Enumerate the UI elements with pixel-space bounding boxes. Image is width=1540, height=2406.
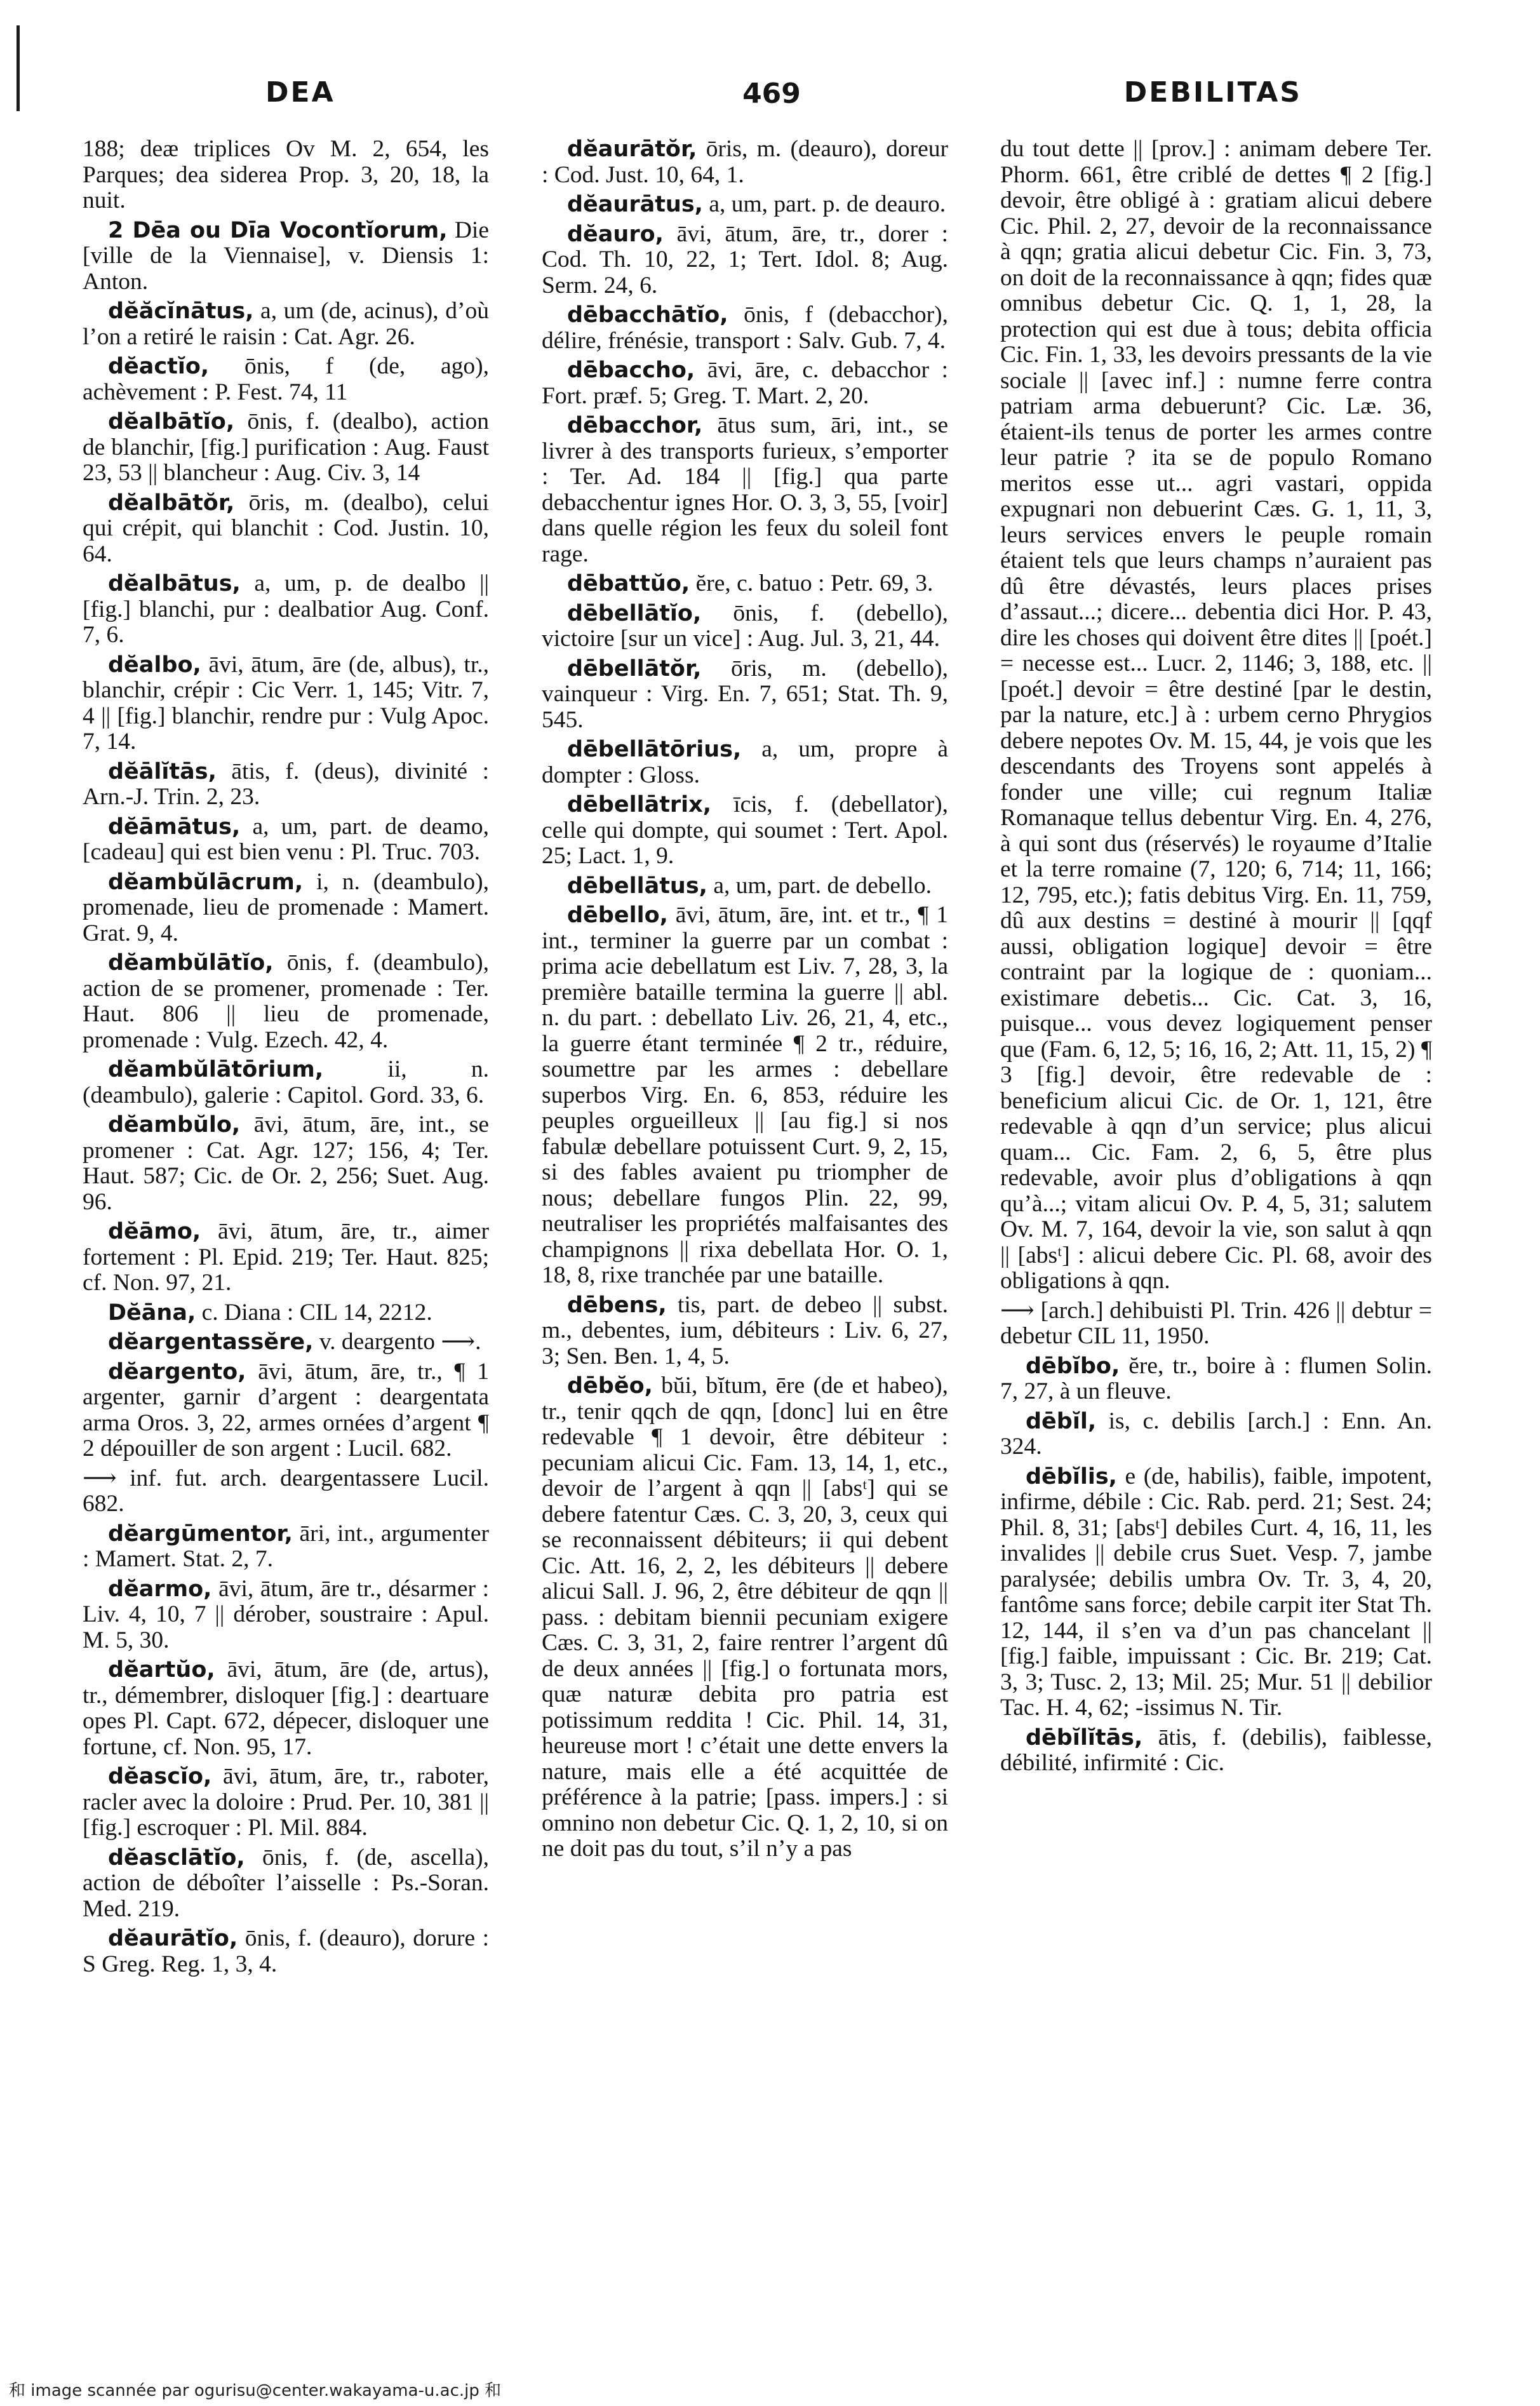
entry-definition: āvi, ātum, āre, tr., dorer : Cod. Th. 10, 22, 1; Tert. Idol. 8; Aug. Serm. 24, 6. <box>542 220 948 299</box>
entry-definition: is, c. debilis [arch.] : Enn. An. 324. <box>1000 1408 1432 1460</box>
entry-headword: dēbello, <box>567 903 668 928</box>
dictionary-entry <box>542 903 948 1289</box>
dictionary-entry <box>542 137 948 188</box>
entry-definition: a, um, part. p. de deauro. <box>702 191 946 217</box>
dictionary-entry <box>542 358 948 409</box>
dictionary-entry <box>83 1764 489 1841</box>
entry-headword: dēbellātrix, <box>567 792 712 817</box>
entry-headword: dĕalbo, <box>108 652 201 678</box>
entry-headword: dĕauro, <box>567 221 664 247</box>
dictionary-entry <box>83 1359 489 1462</box>
entry-headword: dēbellātŏr, <box>567 655 702 682</box>
entry-definition: āvi, āre, c. debacchor : Fort. præf. 5; Greg. T. Mart. 2, 20. <box>542 357 948 409</box>
entry-headword: dēbellātōrius, <box>567 737 742 762</box>
entry-definition: āri, int., argumenter : Mamert. Stat. 2, 7. <box>83 1520 489 1572</box>
entry-headword: dēbattŭo, <box>567 571 690 596</box>
entry-headword: dĕargentassĕre, <box>108 1329 314 1355</box>
entry-headword: dĕargūmentor, <box>108 1521 293 1547</box>
entry-definition: ii, n. (deambulo), galerie : Capitol. Gord. 33, 6. <box>83 1056 489 1108</box>
entry-definition: c. Diana : CIL 14, 2212. <box>196 1299 432 1326</box>
dictionary-column-1 <box>83 137 489 2315</box>
entry-definition: ōnis, f. (deambulo), action de se promener, promenade : Ter. Haut. 806 || lieu de promenade, promenade : Vulg. Ezech. 42, 4. <box>83 950 489 1053</box>
dictionary-entry <box>83 1845 489 1923</box>
dictionary-entry <box>83 1657 489 1760</box>
dictionary-entry <box>542 873 948 899</box>
dictionary-entry <box>83 870 489 947</box>
entry-headword: dēbĭlis, <box>1026 1463 1117 1489</box>
dictionary-entry <box>542 571 948 597</box>
entry-definition: ōnis, f. (debello), victoire [sur un vice] : Aug. Jul. 3, 21, 44. <box>542 600 948 652</box>
entry-headword: dĕalbātus, <box>108 571 241 596</box>
dictionary-entry <box>83 1300 489 1326</box>
entry-headword: dĕaurātĭo, <box>108 1926 238 1951</box>
entry-definition: ātis, f. (deus), divinité : Arn.-J. Trin. 2, 23. <box>83 758 489 810</box>
dictionary-entry <box>83 299 489 350</box>
dictionary-entry <box>1000 137 1432 1294</box>
dictionary-entry <box>542 601 948 652</box>
dictionary-entry <box>542 792 948 870</box>
entry-headword: dēbĭbo, <box>1026 1353 1120 1379</box>
entry-definition: āvi, ātum, āre, tr., raboter, racler avec la doloire : Prud. Per. 10, 381 || [fig.] escroquer : Pl. Mil. 884. <box>83 1763 489 1841</box>
entry-headword: dĕalbātŏr, <box>108 490 235 516</box>
entry-headword: dĕactĭo, <box>108 354 210 379</box>
entry-headword: dēbĕo, <box>567 1373 653 1399</box>
entry-definition: āvi, ātum, āre (de, artus), tr., démembrer, disloquer [fig.] : deartuare opes Pl. Capt. 672, dépecer, disloquer une fortune, cf. Non. 95, 17. <box>83 1657 489 1760</box>
entry-headword: dĕascĭo, <box>108 1764 212 1789</box>
dictionary-column-3 <box>1000 137 1432 2315</box>
entry-headword: dēbĭlĭtās, <box>1026 1724 1143 1751</box>
entry-headword: dēbĭl, <box>1026 1408 1097 1434</box>
entry-definition: 188; deæ triplices Ov M. 2, 654, les Parques; dea siderea Prop. 3, 20, 18, la nuit. <box>83 137 489 213</box>
entry-headword: dĕaurātus, <box>567 192 703 217</box>
dictionary-entry <box>1000 1409 1432 1460</box>
entry-definition: a, um, part. de deamo, [cadeau] qui est bien venu : Pl. Truc. 703. <box>83 813 489 865</box>
entry-definition: ĕre, c. batuo : Petr. 69, 3. <box>690 570 934 596</box>
dictionary-entry <box>542 1293 948 1370</box>
entry-definition: a, um, p. de dealbo || [fig.] blanchi, pur : dealbatior Aug. Conf. 7, 6. <box>83 570 489 648</box>
dictionary-entry <box>83 354 489 405</box>
dictionary-entry <box>542 222 948 299</box>
entry-definition: āvi, ātum, āre, int. et tr., ¶ 1 int., terminer la guerre par un combat : prima acie debellatum est Liv. 7, 28, 3, la première bataille termina la guerre || abl. n. du part. : debellato Liv. 26, 21, 4, etc., la guerre étant terminée ¶ 2 tr., réduire, soumettre par les armes : debellare superbos Virg. En. 6, 853, réduire les peuples orgueilleux || [au fig.] si nos fabulæ debellare potuissent Curt. 9, 2, 15, si des fables avaient pu triompher de nous; debellare fungos Plin. 22, 99, neutraliser les propriétés malfaisantes des champignons || rixa debellata Hor. O. 1, 18, 8, rixe tranchée par une bataille. <box>542 902 948 1288</box>
entry-definition: ⟶ inf. fut. arch. deargentassere Lucil. 682. <box>83 1465 489 1517</box>
entry-headword: dēbellātĭo, <box>567 600 702 626</box>
entry-headword: dĕambŭlātĭo, <box>108 950 274 976</box>
entry-headword: dĕasclātĭo, <box>108 1845 245 1871</box>
entry-definition: Die [ville de la Viennaise], v. Diensis 1: Anton. <box>83 217 489 295</box>
dictionary-entry <box>83 1329 489 1355</box>
entry-definition: ōris, m. (deauro), doreur : Cod. Just. 10, 64, 1. <box>542 137 948 188</box>
entry-headword: dĕarmo, <box>108 1576 212 1602</box>
dictionary-entry <box>542 737 948 788</box>
dictionary-entry <box>83 1112 489 1215</box>
left-guide-word: DEA <box>265 76 335 109</box>
entry-headword: dĕalbātĭo, <box>108 409 235 434</box>
entry-definition: āvi, ātum, āre (de, albus), tr., blanchir, crépir : Cic Verr. 1, 145; Vitr. 7, 4 || [fig.] blanchir, rendre pur : Vulg Apoc. 7, 14. <box>83 651 489 755</box>
entry-headword: dēbacchātĭo, <box>567 302 728 328</box>
dictionary-entry <box>83 814 489 866</box>
scan-credit: 和 image scannée par ogurisu@center.wakayama-u.ac.jp 和 <box>9 2381 502 2400</box>
entry-headword: dĕāmātus, <box>108 814 241 840</box>
entry-definition: āvi, ātum, āre, tr., ¶ 1 argenter, garnir d’argent : deargentata arma Oros. 3, 22, armes ornées d’argent ¶ 2 dépouiller de son argent : Lucil. 682. <box>83 1358 489 1462</box>
entry-definition: tis, part. de debeo || subst. m., debentes, ium, débiteurs : Liv. 6, 27, 3; Sen. Ben. 1, 4, 5. <box>542 1291 948 1369</box>
entry-definition: e (de, habilis), faible, impotent, infirme, débile : Cic. Rab. perd. 21; Sest. 24; Phil. 8, 31; [absᵗ] debiles Curt. 4, 16, 11, les invalides || debile crus Suet. Vesp. 7, jambe paralysée; debilis umbra Ov. Tr. 3, 4, 20, fantôme sans force; debile carpit iter Stat Th. 12, 144, il s’en va d’un pas chancelant || [fig.] faible, impuissant : Cic. Br. 219; Cat. 3, 3; Tusc. 2, 13; Mil. 25; Mur. 51 || debilior Tac. H. 4, 62; -issimus N. Tir. <box>1000 1463 1432 1721</box>
entry-headword: dēbaccho, <box>567 358 695 383</box>
right-guide-word: DEBILITAS <box>1123 76 1302 109</box>
dictionary-entry <box>83 1466 489 1517</box>
entry-definition: ōnis, f. (dealbo), action de blanchir, [fig.] purification : Aug. Faust 23, 53 || blancheur : Aug. Civ. 3, 14 <box>83 408 489 486</box>
entry-definition: v. deargento ⟶. <box>313 1329 481 1355</box>
dictionary-column-2 <box>542 137 948 2315</box>
dictionary-entry <box>542 302 948 354</box>
dictionary-entry <box>83 1576 489 1654</box>
entry-headword: dĕambŭlātōrium, <box>108 1057 324 1082</box>
entry-headword: dēbellātus, <box>567 873 707 899</box>
entry-definition: ōris, m. (dealbo), celui qui crépit, qui blanchit : Cod. Justin. 10, 64. <box>83 489 489 567</box>
dictionary-entry <box>542 656 948 734</box>
entry-headword: dĕambŭlo, <box>108 1112 241 1138</box>
entry-definition: a, um, part. de debello. <box>707 872 932 899</box>
entry-definition: ōnis, f (de, ago), achèvement : P. Fest. 74, 11 <box>83 353 489 405</box>
dictionary-entry <box>542 413 948 567</box>
entry-definition: a, um (de, acinus), d’où l’on a retiré le raisin : Cat. Agr. 26. <box>83 298 489 350</box>
entry-definition: ōnis, f. (de, ascella), action de déboîter l’aisselle : Ps.-Soran. Med. 219. <box>83 1844 489 1922</box>
entry-definition: ōnis, f (debacchor), délire, frénésie, transport : Salv. Gub. 7, 4. <box>542 302 948 354</box>
entry-headword: dĕāmo, <box>108 1219 201 1244</box>
entry-definition: du tout dette || [prov.] : animam debere Ter. Phorm. 661, être criblé de dettes ¶ 2 [fig.] devoir, être obligé à : gratiam alicui debere Cic. Phil. 2, 27, devoir de la reconnaissance à qqn; gratia alicui debetur Cic. Fin. 3, 73, on doit de la reconnaissance à qqn; fides quæ omnibus debetur Cic. Q. 1, 1, 28, la protection qui est due à tous; debita officia Cic. Fin. 1, 33, les devoirs pressants de la vie sociale || [avec inf.] : numne ferre contra patriam arma debuerunt? Cic. Læ. 36, étaient-ils tenus de porter les armes contre leur patrie ? ita se de populo Romano meritos esse ut... agri vastari, oppida expugnari non debuerint Cæs. G. 1, 11, 3, leurs services envers le peuple romain étaient tels que leurs champs n’auraient pas dû être dévastés, leurs places prises d’assaut...; dicere... debentia dici Hor. P. 43, dire les choses qui doivent être dites || [poét.] = necesse est... Lucr. 2, 1146; 3, 188, etc. || [poét.] devoir = être destiné [par le destin, par la nature, etc.] à : urbem cerno Phrygios debere nepotes Ov. M. 15, 44, je vois que les descendants des Troyens sont appelés à fonder une ville; cui regnum Italiæ Romanaque tellus debentur Virg. En. 4, 276, à qui sont dus (réservés) le royaume d’Italie et la terre romaine (7, 120; 6, 714; 11, 166; 12, 795, etc.); fatis debitus Virg. En. 11, 759, dû aux destins = destiné à mourir || [qqf aussi, obligation logique] devoir = être contraint par la logique de : quoniam... existimare debetis... Cic. Cat. 3, 16, puisque... vous devez logiquement penser que (Fam. 6, 12, 5; 16, 16, 2; Att. 11, 15, 2) ¶ 3 [fig.] devoir, être redevable de : beneficium alicui Cic. de Or. 1, 121, être redevable à qqn d’un service; plus alicui quam... Cic. Fam. 2, 6, 5, être plus redevable, avoir plus d’obligations à qqn qu’à...; vitam alicui Ov. P. 4, 5, 31; salutem Ov. M. 7, 164, devoir la vie, son salut à qqn || [absᵗ] : alicui debere Cic. Pl. 68, avoir des obligations à qqn. <box>1000 137 1432 1294</box>
dictionary-entry <box>1000 1354 1432 1405</box>
entry-definition: ōnis, f. (deauro), dorure : S Greg. Reg. 1, 3, 4. <box>83 1925 489 1977</box>
entry-definition: ātus sum, āri, int., se livrer à des transports furieux, s’emporter : Ter. Ad. 184 || [fig.] qua parte debacchentur ignes Hor. O. 3, 3, 55, [voir] dans quelle région les feux du soleil font rage. <box>542 412 948 567</box>
dictionary-entry <box>83 759 489 810</box>
page-number: 469 <box>742 77 801 110</box>
dictionary-entry <box>83 571 489 649</box>
entry-headword: 2 Dēa ou Dīa Vocontĭorum, <box>108 217 448 243</box>
dictionary-entry <box>1000 1464 1432 1721</box>
entry-headword: dĕālĭtās, <box>108 758 217 784</box>
entry-headword: dēbens, <box>567 1292 667 1318</box>
dictionary-entry <box>83 218 489 295</box>
dictionary-entry <box>83 652 489 755</box>
dictionary-entry <box>1000 1298 1432 1350</box>
entry-definition: ĕre, tr., boire à : flumen Solin. 7, 27, à un fleuve. <box>1000 1352 1432 1404</box>
margin-rule <box>17 25 20 111</box>
dictionary-entry <box>83 1219 489 1296</box>
dictionary-entry <box>83 137 489 214</box>
entry-definition: īcis, f. (debellator), celle qui dompte, qui soumet : Tert. Apol. 25; Lact. 1, 9. <box>542 791 948 869</box>
entry-definition: āvi, ātum, āre, tr., aimer fortement : Pl. Epid. 219; Ter. Haut. 825; cf. Non. 97, 21. <box>83 1218 489 1296</box>
entry-definition: ⟶ [arch.] dehibuisti Pl. Trin. 426 || debtur = debetur CIL 11, 1950. <box>1000 1297 1432 1349</box>
dictionary-entry <box>83 409 489 487</box>
entry-definition: ātis, f. (debilis), faiblesse, débilité, infirmité : Cic. <box>1000 1724 1432 1776</box>
dictionary-entry <box>83 1057 489 1108</box>
dictionary-entry <box>83 490 489 568</box>
entry-definition: bŭi, bĭtum, ēre (de et habeo), tr., tenir qqch de qqn, [donc] lui en être redevable ¶ 1 devoir, être débiteur : pecuniam alicui Cic. Fam. 13, 14, 1, etc., devoir de l’argent à qqn || [absᵗ] qui se debere fatentur Cæs. C. 3, 20, 3, ceux qui se reconnaissent débiteurs; ii qui debent Cic. Att. 16, 2, 2, les débiteurs || debere alicui Sall. J. 96, 2, être débiteur de qqn || pass. : debitam biennii pecuniam exigere Cæs. C. 3, 31, 2, faire rentrer l’argent dû de deux années || [fig.] o fortunata mors, quæ naturæ debita pro patria est potissimum reddita ! Cic. Phil. 14, 31, heureuse mort ! c’était une dette envers la nature, mais elle a été acquittée de préférence à la patrie; [pass. impers.] : si omnino non debetur Cic. Q. 1, 2, 10, si on ne doit pas du tout, s’il n’y a pas <box>542 1373 948 1862</box>
entry-headword: dĕambŭlācrum, <box>108 869 304 895</box>
entry-headword: dĕartŭo, <box>108 1657 215 1683</box>
entry-headword: dēbacchor, <box>567 413 703 438</box>
dictionary-entry <box>542 1373 948 1862</box>
entry-headword: Dĕāna, <box>108 1300 196 1326</box>
dictionary-entry <box>1000 1725 1432 1777</box>
entry-headword: dĕăcĭnātus, <box>108 299 254 324</box>
entry-headword: dĕaurātŏr, <box>567 137 697 162</box>
dictionary-entry <box>83 1521 489 1573</box>
entry-definition: a, um, propre à dompter : Gloss. <box>542 736 948 788</box>
entry-headword: dĕargento, <box>108 1359 246 1385</box>
entry-definition: i, n. (deambulo), promenade, lieu de promenade : Mamert. Grat. 9, 4. <box>83 868 489 946</box>
entry-definition: ōris, m. (debello), vainqueur : Virg. En. 7, 651; Stat. Th. 9, 545. <box>542 655 948 733</box>
entry-definition: āvi, ātum, āre tr., désarmer : Liv. 4, 10, 7 || dérober, soustraire : Apul. M. 5, 30. <box>83 1575 489 1653</box>
dictionary-entry <box>83 950 489 1053</box>
dictionary-entry <box>542 192 948 218</box>
dictionary-entry <box>83 1926 489 1977</box>
entry-definition: āvi, ātum, āre, int., se promener : Cat. Agr. 127; 156, 4; Ter. Haut. 587; Cic. de Or. 2, 256; Suet. Aug. 96. <box>83 1112 489 1215</box>
